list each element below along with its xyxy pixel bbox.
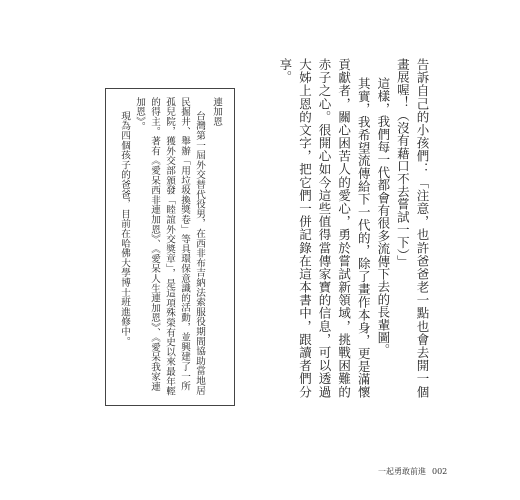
main-text-block (262, 58, 432, 398)
page-footer (378, 466, 447, 477)
main-paragraph-1: 告訴自己的小孩們：「注意，也許爸爸老一點也會去開一個畫展喔！（沒有藉口不去嘗試一下）」 (395, 58, 430, 398)
main-paragraph-2: 這樣，我們每一代都會有很多流傳下去的長輩圖。 (375, 76, 391, 357)
author-bio-paragraph-2: 現為四個孩子的爸爸，目前在哈佛大學博士班進修中。 (119, 111, 130, 347)
author-bio-text (117, 97, 224, 397)
running-book-title: 一起勇敢前進 (378, 467, 426, 476)
author-bio-box (105, 88, 235, 406)
main-paragraph-3: 其實，我希望流傳給下一代的，除了畫作本身，更是滿懷貢獻者，關心困苦人的愛心，勇於嘗試新領域，挑戰困難的赤子之心。很開心如今這些值得當傳家寶的信息，可以透過大姊上恩的文字，把它們一併記錄在這本書中，跟讀者們分享。 (277, 58, 372, 398)
author-bio-paragraph-1: 台灣第一屆外交替代役男，在西非布吉納法索服役期間協助當地居民掘井、舉辦「用垃圾換獎卷」等具環保意識的活動，並興建了一所孤兒院，獲外交部頒發「睦誼外交獎章」，是這項殊榮有史以來最年輕的得主。著有《愛呆西非連加恩》、《愛呆人生連加恩》、《愛呆我家連加恩》。 (134, 97, 205, 396)
page-number: 002 (432, 467, 448, 476)
author-name: 連加恩 (211, 97, 222, 127)
